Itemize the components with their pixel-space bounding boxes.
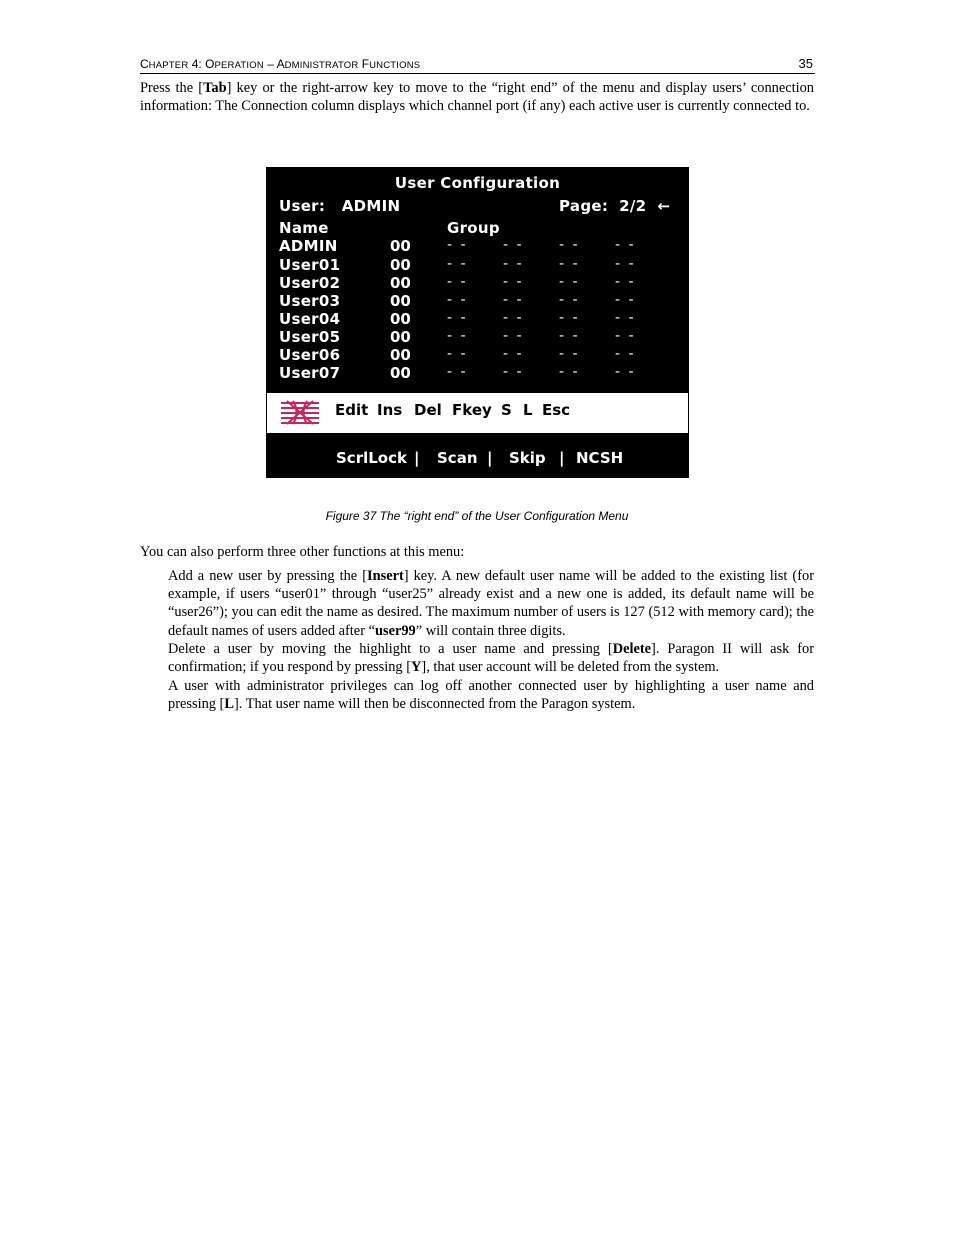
connection-cell: - -: [447, 328, 468, 344]
connection-cell: - -: [615, 328, 636, 344]
user-group: 00: [390, 256, 411, 274]
user-name: User06: [279, 346, 341, 364]
connection-cell: - -: [615, 346, 636, 362]
fkey-command[interactable]: Fkey: [452, 401, 492, 419]
screen-title: User Configuration: [394, 174, 561, 192]
connection-cell: - -: [503, 274, 524, 290]
connection-cell: - -: [559, 328, 580, 344]
user-name: User05: [279, 328, 341, 346]
scrllock-status: ScrlLock: [336, 449, 407, 467]
page-header: [140, 56, 815, 74]
connection-cell: - -: [447, 310, 468, 326]
connection-cell: - -: [615, 292, 636, 308]
add-user-item: Add a new user by pressing the [Insert] key. A new default user name will be added to the existing list (for example, if users “user01” through “user25” already exist and a new one is added, its default name will be “user26”); you can edit the name as desired. The maximum number of users is 127 (512 with memory card); the default names of users added after “user99” will contain three digits.: [168, 568, 814, 639]
connection-cell: - -: [503, 310, 524, 326]
insert-command[interactable]: Ins: [377, 401, 403, 419]
user-group: 00: [390, 328, 411, 346]
status-separator: |: [487, 449, 493, 467]
connection-cell: - -: [447, 346, 468, 362]
page-indicator: Page: 2/2 ←: [559, 197, 671, 215]
user-group: 00: [390, 310, 411, 328]
group-column-header: Group: [447, 219, 500, 237]
connection-cell: - -: [447, 237, 468, 253]
user-name: User02: [279, 274, 341, 292]
user-row[interactable]: [266, 328, 689, 346]
connection-cell: - -: [615, 237, 636, 253]
connection-cell: - -: [559, 292, 580, 308]
user-group: 00: [390, 364, 411, 382]
connection-cell: - -: [503, 292, 524, 308]
logoff-command[interactable]: L: [523, 401, 533, 419]
connection-cell: - -: [615, 310, 636, 326]
connection-cell: - -: [615, 274, 636, 290]
connection-cell: - -: [503, 237, 524, 253]
raritan-logo-icon: [279, 399, 321, 426]
connection-cell: - -: [615, 256, 636, 272]
s-command[interactable]: S: [501, 401, 512, 419]
connection-cell: - -: [615, 364, 636, 380]
user-row[interactable]: [266, 292, 689, 310]
connection-cell: - -: [447, 364, 468, 380]
user-row[interactable]: [266, 237, 689, 255]
user-group: 00: [390, 237, 411, 255]
connection-cell: - -: [503, 256, 524, 272]
skip-status: Skip: [509, 449, 546, 467]
user-row[interactable]: [266, 310, 689, 328]
ncsh-status: NCSH: [576, 449, 624, 467]
delete-user-item: Delete a user by moving the highlight to a user name and pressing [Delete]. Paragon II will ask for confirmation; if you respond by pressing [Y], that user account will be deleted from the system.: [168, 641, 814, 676]
edit-command[interactable]: Edit: [335, 401, 369, 419]
connection-cell: - -: [503, 346, 524, 362]
user-group: 00: [390, 274, 411, 292]
connection-cell: - -: [503, 364, 524, 380]
connection-cell: - -: [559, 346, 580, 362]
scan-status: Scan: [437, 449, 478, 467]
status-separator: |: [414, 449, 420, 467]
connection-cell: - -: [559, 256, 580, 272]
user-row[interactable]: [266, 256, 689, 274]
figure-caption: Figure 37 The “right end” of the User Configuration Menu: [325, 509, 629, 523]
user-name: User01: [279, 256, 341, 274]
connection-cell: - -: [447, 292, 468, 308]
connection-cell: - -: [559, 364, 580, 380]
user-name: User07: [279, 364, 341, 382]
user-row[interactable]: [266, 346, 689, 364]
escape-command[interactable]: Esc: [542, 401, 571, 419]
status-separator: |: [559, 449, 565, 467]
user-row[interactable]: [266, 274, 689, 292]
connection-cell: - -: [447, 256, 468, 272]
connection-cell: - -: [447, 274, 468, 290]
command-bar: [267, 393, 688, 433]
user-name: User04: [279, 310, 341, 328]
logoff-user-item: A user with administrator privileges can log off another connected user by highlighting a user name and pressing [L]. That user name will then be disconnected from the Paragon system.: [168, 678, 814, 713]
user-label: User: ADMIN: [279, 197, 401, 215]
connection-cell: - -: [559, 237, 580, 253]
chapter-title: CHAPTER 4: OPERATION – ADMINISTRATOR FUNCTIONS: [140, 57, 421, 71]
user-name: User03: [279, 292, 341, 310]
user-row[interactable]: [266, 364, 689, 382]
name-column-header: Name: [279, 219, 329, 237]
connection-cell: - -: [503, 328, 524, 344]
intro-paragraph: Press the [Tab] key or the right-arrow key to move to the “right end” of the menu and display users’ connection information: The Connection column displays which channel port (if any) each active user is currently connected to.: [140, 80, 814, 115]
delete-command[interactable]: Del: [414, 401, 442, 419]
connection-cell: - -: [559, 274, 580, 290]
connection-cell: - -: [559, 310, 580, 326]
user-group: 00: [390, 346, 411, 364]
user-configuration-screen: [266, 167, 689, 478]
page-number: 35: [798, 56, 813, 71]
user-group: 00: [390, 292, 411, 310]
functions-intro: You can also perform three other functions at this menu:: [140, 544, 465, 560]
user-name: ADMIN: [279, 237, 338, 255]
